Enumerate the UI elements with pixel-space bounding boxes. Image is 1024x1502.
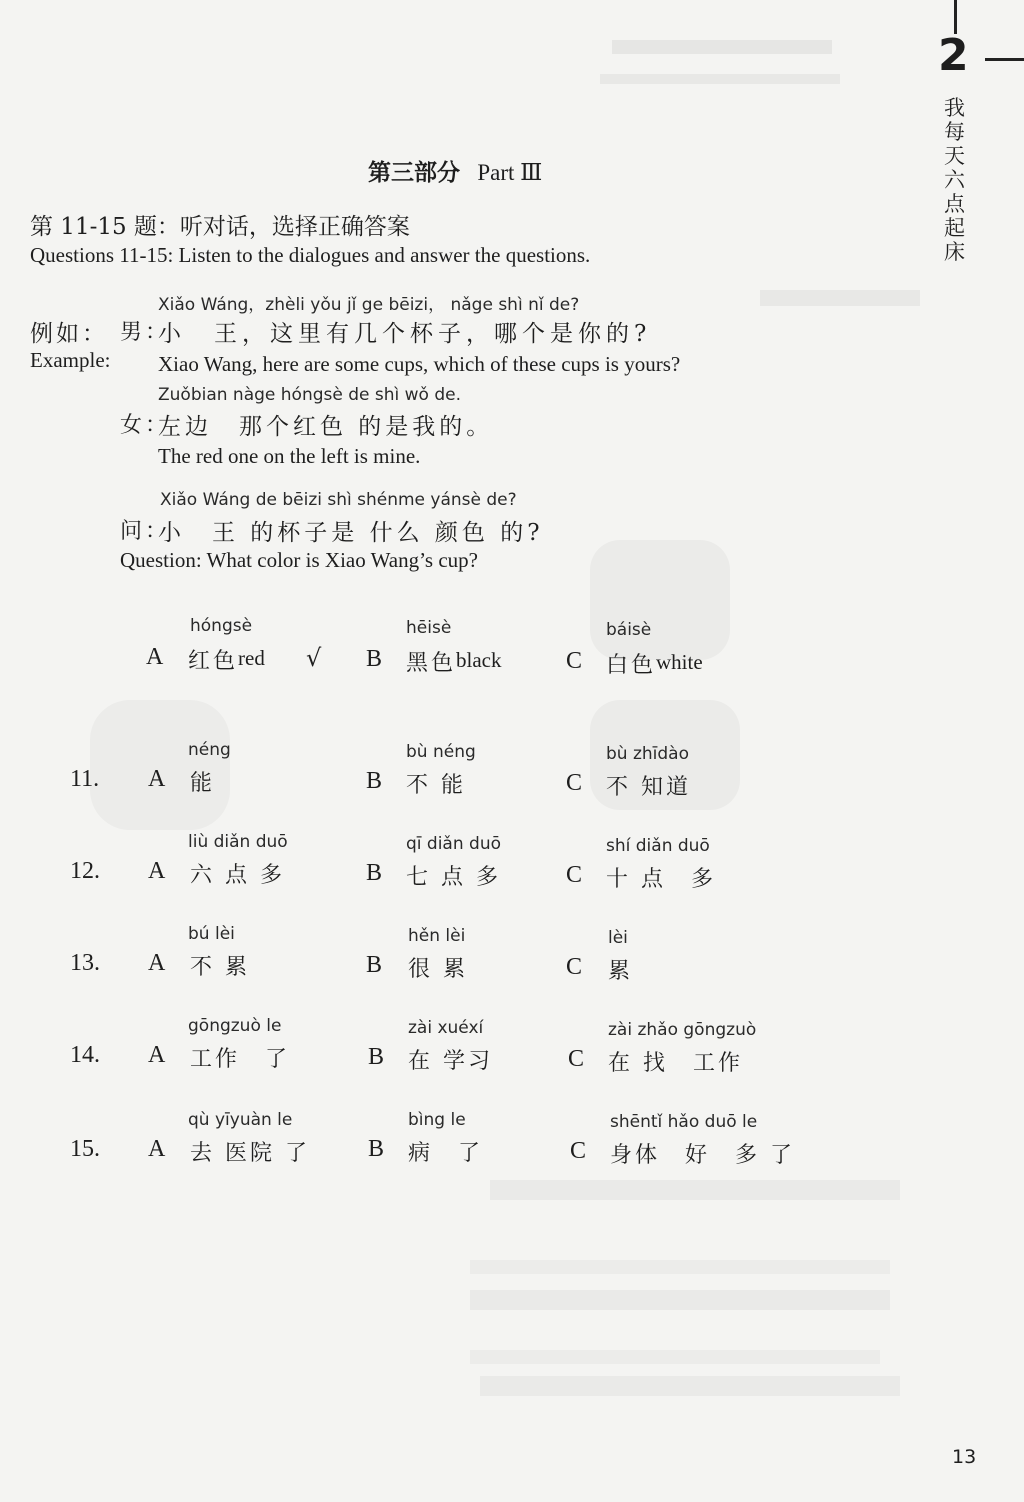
section-heading-en: Part Ⅲ [477, 160, 543, 185]
option-pinyin: zài zhǎo gōngzuò [608, 1020, 757, 1040]
option-pinyin: bú lèi [188, 924, 235, 944]
option-han: 十 点 多 [606, 867, 716, 892]
option-han: 不 知道 [606, 775, 691, 800]
option-han: 不 累 [190, 955, 250, 980]
option-letter: B [366, 646, 383, 672]
option-han: 不 能 [406, 773, 466, 798]
option-pinyin: bù néng [406, 742, 476, 762]
option-pinyin: báisè [606, 620, 652, 640]
option-pinyin: bìng le [408, 1110, 466, 1130]
option-letter: C [566, 770, 583, 796]
option-letter: C [566, 954, 583, 980]
option-letter: B [368, 1136, 385, 1162]
option-pinyin: hēisè [406, 618, 452, 638]
option-pinyin: gōngzuò le [188, 1016, 282, 1036]
instruction-en: Questions 11-15: Listen to the dialogues and answer the questions. [30, 243, 591, 267]
option-letter: B [366, 768, 383, 794]
instruction-zh: 第 11-15 题：听对话，选择正确答案 [30, 214, 410, 240]
option-letter: A [148, 766, 166, 792]
chapter-tab-rule [954, 0, 957, 34]
option-pinyin: shí diǎn duō [606, 836, 710, 856]
option-letter: C [566, 648, 583, 674]
option-han: 能 [190, 771, 216, 796]
question-number: 13. [70, 950, 100, 976]
option-letter: A [148, 1042, 166, 1068]
example-man-pinyin: Xiǎo Wáng，zhèli yǒu jǐ ge bēizi， nǎge shì nǐ de? [158, 295, 580, 315]
page-number: 13 [952, 1446, 977, 1468]
example-man-english: Xiao Wang, here are some cups, which of these cups is yours? [158, 352, 681, 376]
option-pinyin: bù zhīdào [606, 744, 689, 764]
option-letter: A [148, 1136, 166, 1162]
option-han: 黑色 [406, 651, 457, 676]
question-number: 12. [70, 858, 100, 884]
chapter-tab-rule-right [985, 58, 1024, 61]
option-han: 工作 了 [190, 1047, 291, 1072]
option-letter: B [366, 952, 383, 978]
example-man-speaker: 男： [120, 320, 171, 345]
option-letter: A [148, 950, 166, 976]
question-number: 14. [70, 1042, 100, 1068]
question-number: 15. [70, 1136, 100, 1162]
option-pinyin: qù yīyuàn le [188, 1110, 293, 1130]
example-man-han: 小 王，这里有几个杯子，哪个是你的? [158, 321, 652, 347]
option-letter: B [368, 1044, 385, 1070]
option-pinyin: lèi [608, 928, 628, 948]
example-question-han: 小 王 的杯子是 什么 颜色 的? [158, 520, 544, 546]
option-letter: C [570, 1138, 587, 1164]
option-han: 身体 好 多 了 [610, 1143, 795, 1168]
example-label-en: Example: [30, 348, 111, 372]
option-english: black [456, 648, 502, 672]
option-han: 六 点 多 [190, 863, 285, 888]
option-han: 很 累 [408, 957, 468, 982]
option-han: 七 点 多 [406, 865, 501, 890]
option-pinyin: hěn lèi [408, 926, 466, 946]
example-question-pinyin: Xiǎo Wáng de bēizi shì shénme yánsè de? [160, 490, 517, 510]
option-pinyin: qī diǎn duō [406, 834, 501, 854]
example-woman-han: 左边 那个红色 的是我的。 [158, 414, 494, 440]
example-woman-english: The red one on the left is mine. [158, 444, 421, 468]
section-heading [368, 154, 542, 187]
option-pinyin: liù diǎn duō [188, 832, 288, 852]
option-letter: A [146, 644, 164, 670]
option-letter: B [366, 860, 383, 886]
question-number: 11. [70, 766, 100, 792]
option-han: 去 医院 了 [190, 1141, 310, 1166]
option-letter: C [566, 862, 583, 888]
option-han: 累 [608, 959, 634, 984]
example-label-zh: 例如： [30, 321, 108, 347]
option-han: 白色 [606, 653, 657, 678]
option-letter: A [148, 858, 166, 884]
option-pinyin: hóngsè [190, 616, 253, 636]
option-han: 病 了 [408, 1141, 484, 1166]
option-english: white [656, 650, 703, 674]
chapter-number: 2 [938, 30, 969, 81]
option-pinyin: néng [188, 740, 231, 760]
option-pinyin: shēntǐ hǎo duō le [610, 1112, 758, 1132]
chapter-title: 我每天六点起床 [944, 96, 965, 264]
option-han: 在 学习 [408, 1049, 493, 1074]
option-english: red [238, 646, 265, 670]
example-woman-pinyin: Zuǒbian nàge hóngsè de shì wǒ de. [158, 385, 462, 405]
section-heading-zh: 第三部分 [368, 160, 460, 186]
option-letter: C [568, 1046, 585, 1072]
option-pinyin: zài xuéxí [408, 1018, 484, 1038]
option-han: 红色 [188, 649, 239, 674]
option-han: 在 找 工作 [608, 1051, 743, 1076]
example-question-english: Question: What color is Xiao Wang’s cup? [120, 548, 478, 572]
example-question-speaker: 问： [120, 519, 171, 544]
correct-check-mark: √ [306, 644, 322, 672]
example-woman-speaker: 女： [120, 413, 171, 438]
